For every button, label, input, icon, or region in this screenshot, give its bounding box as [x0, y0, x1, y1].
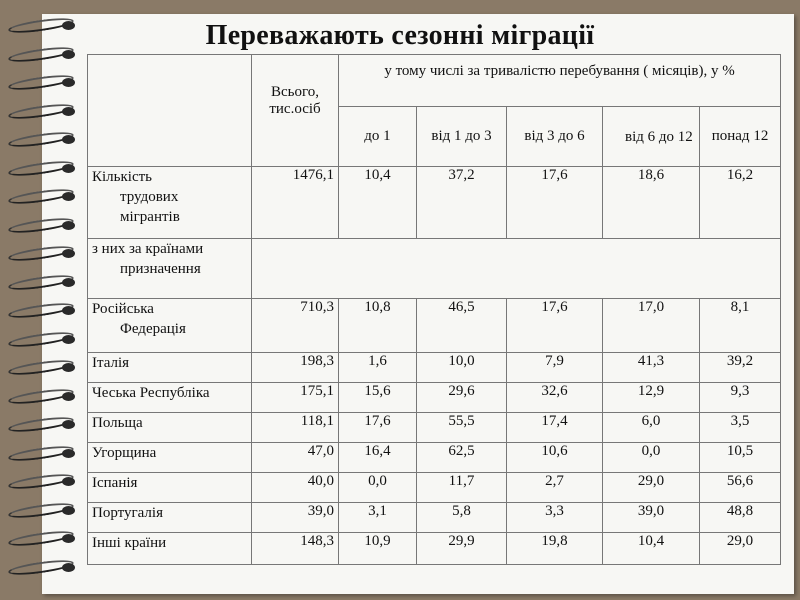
row-value: 15,6: [339, 383, 417, 413]
row-label-line: Угорщина: [92, 445, 157, 461]
row-value: 0,0: [339, 473, 417, 503]
row-value: 18,6: [603, 167, 700, 239]
row-value: 29,9: [417, 533, 507, 565]
ring-hole: [62, 449, 75, 458]
ring-hole: [62, 306, 75, 315]
row-label: [88, 533, 252, 565]
row-label-line: Федерація: [120, 321, 186, 337]
row-label-line: Кількість: [92, 169, 153, 185]
table-row: [88, 239, 781, 299]
row-value: 10,6: [507, 443, 603, 473]
row-value: 17,6: [339, 413, 417, 443]
row-label-line: Португалія: [92, 505, 163, 521]
binding-ring: [4, 218, 88, 232]
row-total: 1476,1: [252, 167, 339, 239]
table-row: [88, 299, 781, 353]
binding-ring: [4, 246, 88, 260]
ring-hole: [62, 164, 75, 173]
row-label: [88, 473, 252, 503]
row-label: [88, 353, 252, 383]
binding-ring: [4, 446, 88, 460]
row-label-line: Польща: [92, 415, 143, 431]
row-value: 56,6: [700, 473, 781, 503]
row-value: 8,1: [700, 299, 781, 353]
row-value: 16,4: [339, 443, 417, 473]
table-row: [88, 533, 781, 565]
row-value: 32,6: [507, 383, 603, 413]
row-value: 1,6: [339, 353, 417, 383]
row-value: 10,4: [603, 533, 700, 565]
ring-hole: [62, 107, 75, 116]
row-value: 7,9: [507, 353, 603, 383]
row-label: [88, 503, 252, 533]
row-value: 46,5: [417, 299, 507, 353]
row-total: 40,0: [252, 473, 339, 503]
row-value: 5,8: [417, 503, 507, 533]
ring-hole: [62, 135, 75, 144]
row-label: [88, 443, 252, 473]
binding-ring: [4, 531, 88, 545]
ring-hole: [62, 221, 75, 230]
binding-ring: [4, 104, 88, 118]
row-value: 3,3: [507, 503, 603, 533]
row-value: 29,6: [417, 383, 507, 413]
row-label: [88, 299, 252, 353]
row-total: 198,3: [252, 353, 339, 383]
ring-hole: [62, 78, 75, 87]
ring-hole: [62, 335, 75, 344]
table-row: [88, 503, 781, 533]
row-value: 3,1: [339, 503, 417, 533]
table-row: [88, 353, 781, 383]
binding-ring: [4, 503, 88, 517]
ring-hole: [62, 477, 75, 486]
binding-ring: [4, 275, 88, 289]
ring-hole: [62, 420, 75, 429]
table-row: [88, 413, 781, 443]
row-label-line: трудових: [120, 189, 179, 205]
ring-hole: [62, 506, 75, 515]
binding-ring: [4, 417, 88, 431]
row-value: 41,3: [603, 353, 700, 383]
ring-hole: [62, 192, 75, 201]
table-row: [88, 443, 781, 473]
row-value: 10,9: [339, 533, 417, 565]
row-value: 10,4: [339, 167, 417, 239]
row-value: 11,7: [417, 473, 507, 503]
row-label-line: Інші країни: [92, 535, 167, 551]
row-label: [88, 383, 252, 413]
row-value: 6,0: [603, 413, 700, 443]
ring-hole: [62, 563, 75, 572]
header-col-3: від 3 до 6: [507, 107, 603, 167]
row-value: 48,8: [700, 503, 781, 533]
header-total: Всього, тис.осіб: [252, 55, 339, 167]
row-value: 17,4: [507, 413, 603, 443]
row-label-line: мігрантів: [120, 209, 180, 225]
binding-ring: [4, 75, 88, 89]
row-label: [88, 167, 252, 239]
binding-ring: [4, 389, 88, 403]
ring-hole: [62, 278, 75, 287]
row-value: 0,0: [603, 443, 700, 473]
row-value: 12,9: [603, 383, 700, 413]
row-total: 39,0: [252, 503, 339, 533]
binding-ring: [4, 132, 88, 146]
header-col-5: понад 12: [700, 107, 781, 167]
row-value: 39,2: [700, 353, 781, 383]
row-total: 118,1: [252, 413, 339, 443]
binding-ring: [4, 161, 88, 175]
row-label-line: Чеська Республіка: [92, 385, 210, 401]
binding-ring: [4, 474, 88, 488]
row-value: 37,2: [417, 167, 507, 239]
page-title: Переважають сезонні міграції: [205, 20, 595, 51]
row-value: 2,7: [507, 473, 603, 503]
header-duration-group: у тому числі за тривалістю перебування ( місяців), у %: [339, 55, 781, 107]
empty-cell: [252, 239, 781, 299]
table-row: [88, 383, 781, 413]
row-value: 29,0: [603, 473, 700, 503]
ring-hole: [62, 392, 75, 401]
header-col-4: від 6 до 12: [603, 107, 700, 167]
row-value: 39,0: [603, 503, 700, 533]
migration-table: [87, 54, 781, 565]
ring-hole: [62, 363, 75, 372]
ring-hole: [62, 249, 75, 258]
row-total: 47,0: [252, 443, 339, 473]
row-value: 3,5: [700, 413, 781, 443]
row-value: 55,5: [417, 413, 507, 443]
header-col-1: до 1: [339, 107, 417, 167]
row-label-line: Іспанія: [92, 475, 138, 491]
row-value: 19,8: [507, 533, 603, 565]
binding-ring: [4, 189, 88, 203]
row-label-line: з них за країнами: [92, 241, 204, 257]
row-total: 175,1: [252, 383, 339, 413]
spiral-binding: [4, 18, 94, 588]
binding-ring: [4, 360, 88, 374]
row-value: 16,2: [700, 167, 781, 239]
row-value: 17,0: [603, 299, 700, 353]
row-label-line: Російська: [92, 301, 154, 317]
row-value: 29,0: [700, 533, 781, 565]
row-total: 148,3: [252, 533, 339, 565]
row-value: 17,6: [507, 167, 603, 239]
row-value: 9,3: [700, 383, 781, 413]
row-value: 10,5: [700, 443, 781, 473]
ring-hole: [62, 534, 75, 543]
row-label-line: призначення: [120, 261, 201, 277]
header-col-2: від 1 до 3: [417, 107, 507, 167]
binding-ring: [4, 560, 88, 574]
row-value: 17,6: [507, 299, 603, 353]
row-label: [88, 413, 252, 443]
row-label-line: Італія: [92, 355, 130, 371]
row-total: 710,3: [252, 299, 339, 353]
binding-ring: [4, 332, 88, 346]
row-value: 10,0: [417, 353, 507, 383]
table-row: [88, 167, 781, 239]
table-row: [88, 473, 781, 503]
row-value: 10,8: [339, 299, 417, 353]
binding-ring: [4, 303, 88, 317]
row-label: [88, 239, 252, 299]
header-corner: [88, 55, 252, 167]
row-value: 62,5: [417, 443, 507, 473]
